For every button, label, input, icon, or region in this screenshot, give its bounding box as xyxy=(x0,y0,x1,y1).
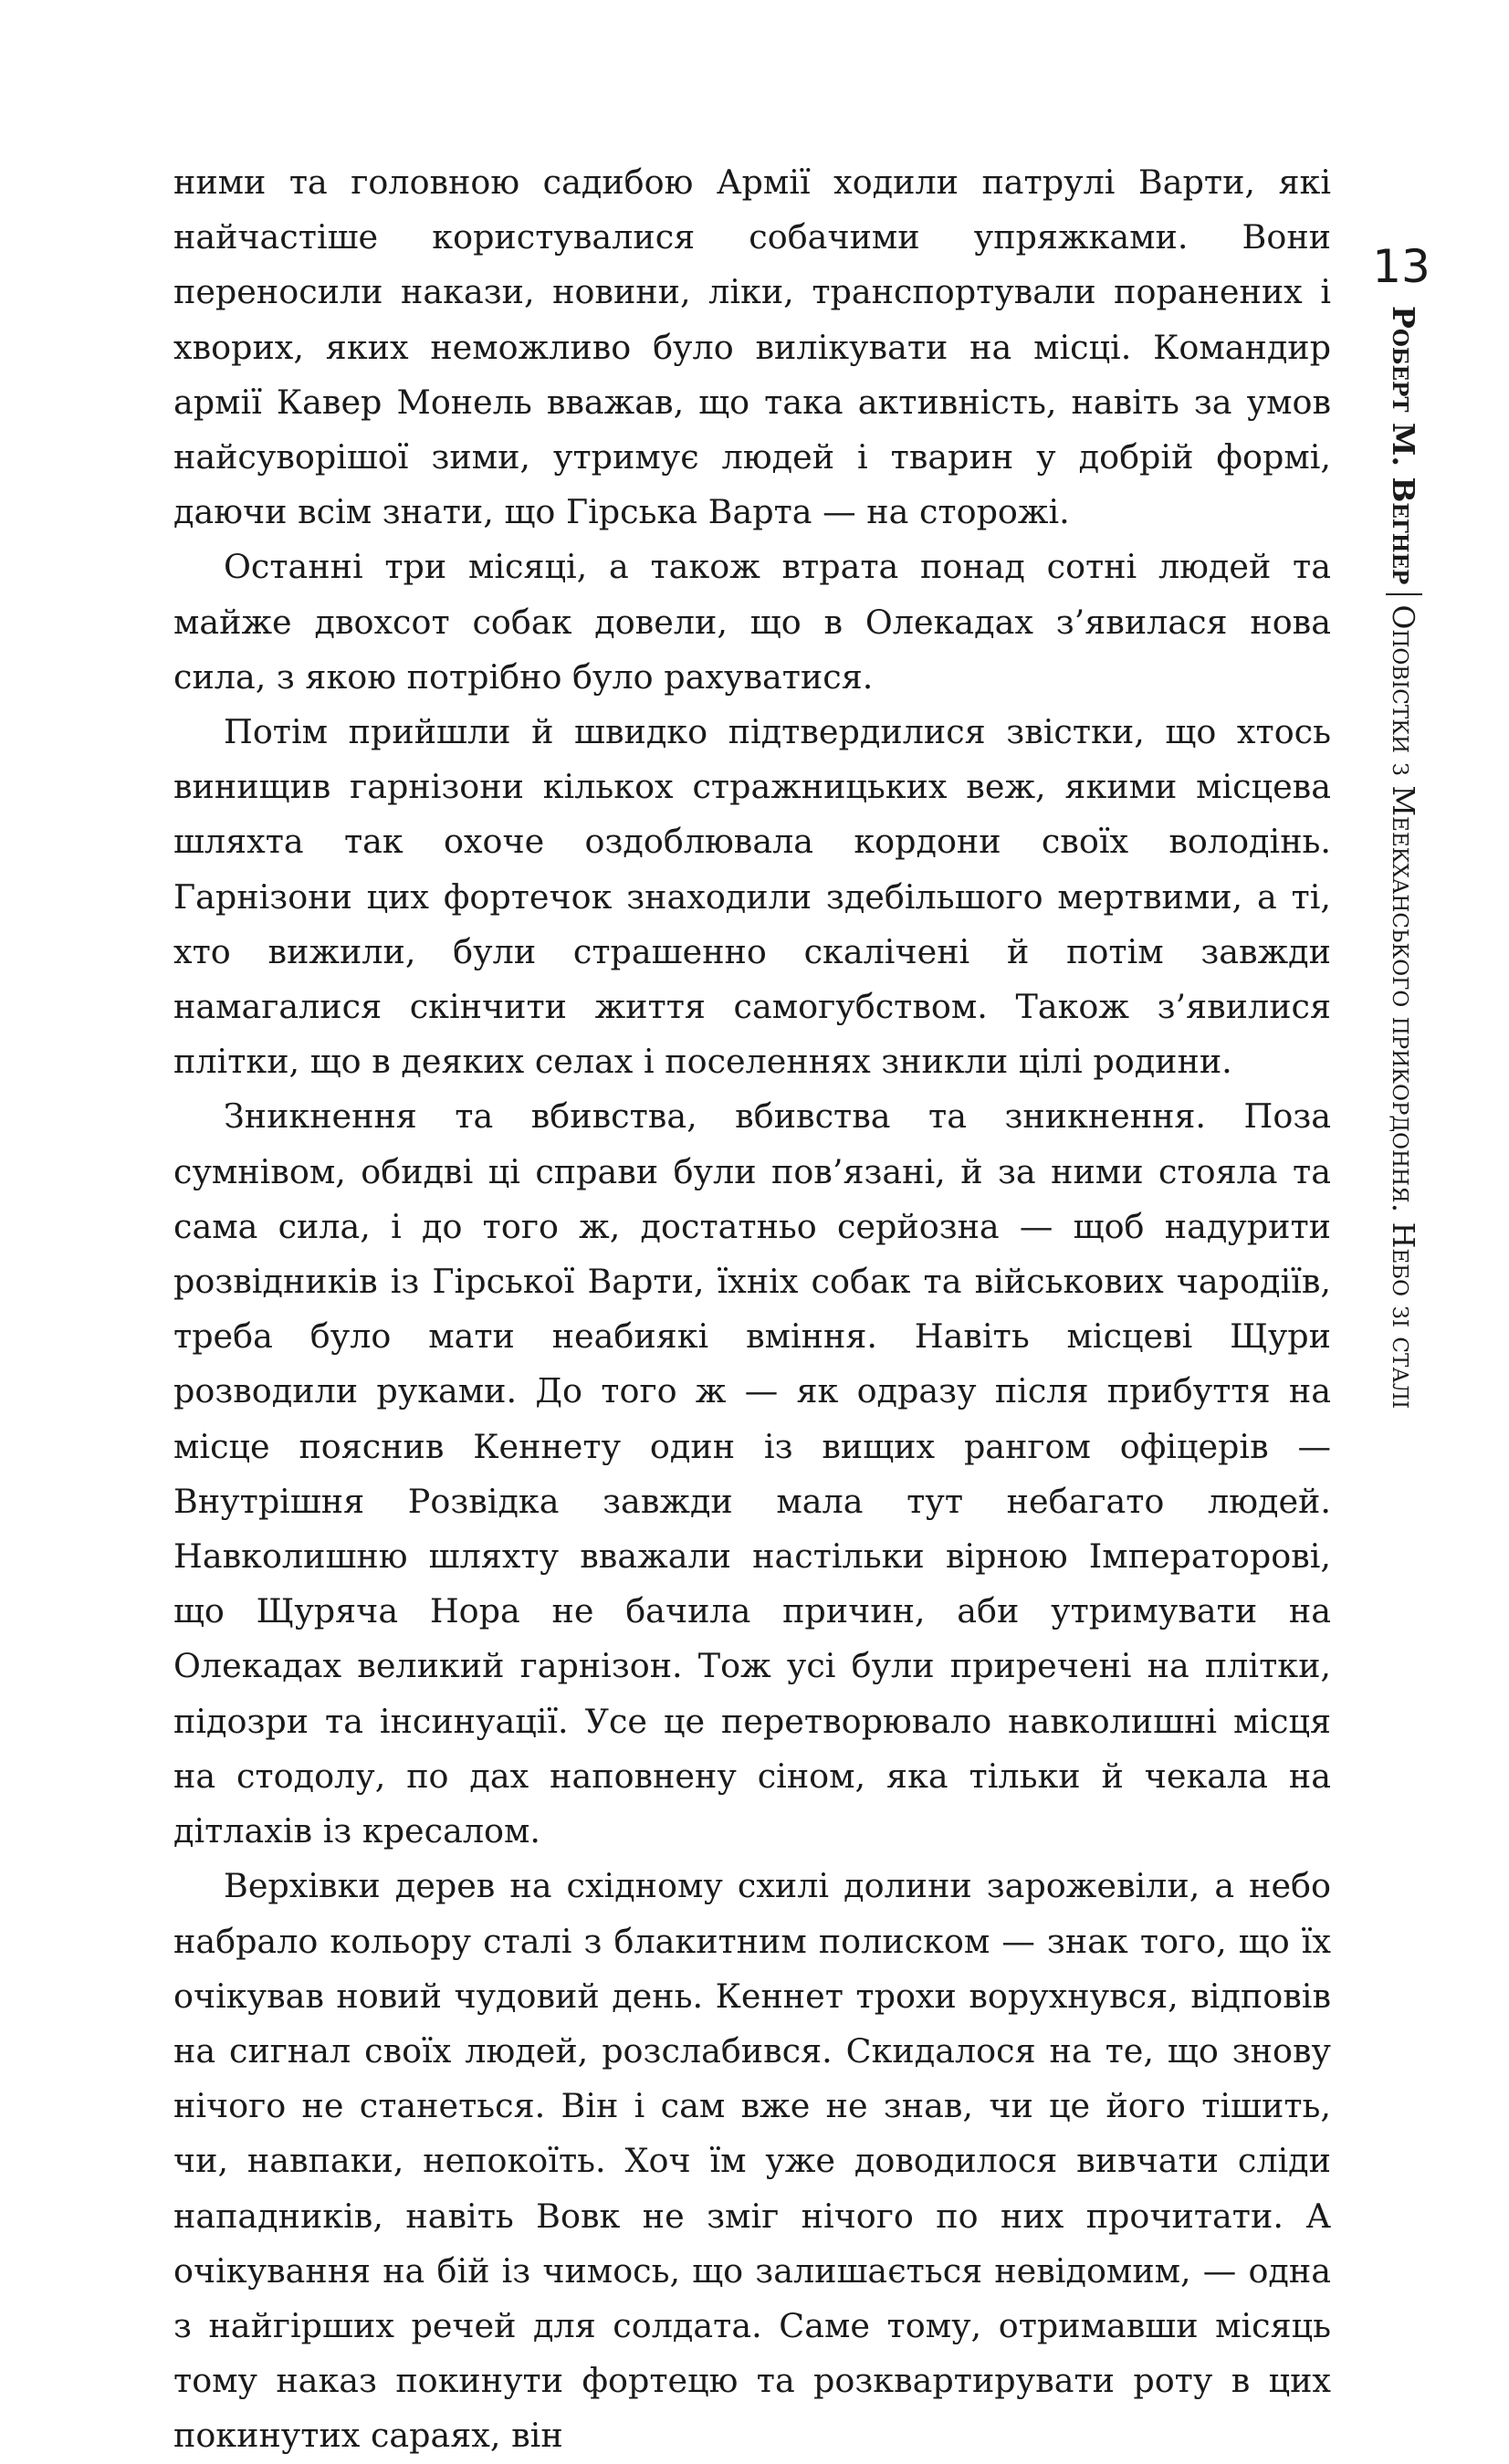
running-head-author: Роберт М. Вегнер xyxy=(1386,306,1422,585)
paragraph-4: Зникнення та вбивства, вбивства та зникнення. Поза сумнівом, обидві ці справи були пов’язані, й за ними стояла та сама сила, і до того ж, достатньо серйозна — щоб надурити розвідників із Гірської Варти, їхніх собак та військових чародіїв, треба було мати неабиякі вміння. Навіть місцеві Щури розводили руками. До того ж — як одразу після прибуття на місце пояснив Кеннету один із вищих рангом офіцерів — Внутрішня Розвідка завжди мала тут небагато людей. Навколишню шляхту вважали настільки вірною Імператорові, що Щуряча Нора не бачила причин, аби утримувати на Олекадах великий гарнізон. Тож усі були приречені на плітки, підозри та інсинуації. Усе це перетворювало навколишні місця на стодолу, по дах наповнену сіном, яка тільки й чекала на дітлахів із кресалом. xyxy=(173,1096,1331,1851)
running-head-title: Оповістки з Меекханського прикордоння. Небо зі сталі xyxy=(1386,604,1422,1410)
paragraph-2: Останні три місяці, а також втрата понад сотні людей та майже двохсот собак довели, що в Олекадах з’явилася нова сила, з якою потрібно було рахуватися. xyxy=(173,547,1331,697)
paragraph-1: ними та головною садибою Армії ходили патрулі Варти, які найчастіше користувалися собачими упряжками. Вони переносили накази, новини, ліки, транспортували поранених і хворих, яких неможливо було вилікувати на місці. Командир армії Кавер Монель вважав, що така активність, навіть за умов найсуворішої зими, утримує людей і тварин у добрій формі, даючи всім знати, що Гірська Варта — на сторожі. xyxy=(173,163,1331,532)
body-text xyxy=(173,155,1331,2464)
page-number: 13 xyxy=(1372,240,1430,293)
running-head xyxy=(1383,306,1425,1438)
paragraph-3: Потім прийшли й швидко підтвердилися звістки, що хтось винищив гарнізони кількох стражницьких веж, якими місцева шляхта так охоче оздоблювала кордони своїх володінь. Гарнізони цих фортечок знаходили здебільшого мертвими, а ті, хто вижили, були страшенно скалічені й потім завжди намагалися скінчити життя самогубством. Також з’явилися плітки, що в деяких селах і поселеннях зникли цілі родини. xyxy=(173,712,1331,1082)
paragraph-5: Верхівки дерев на східному схилі долини зарожевіли, а небо набрало кольору сталі з блакитним полиском — знак того, що їх очікував новий чудовий день. Кеннет трохи ворухнувся, відповів на сигнал своїх людей, розслабився. Скидалося на те, що знову нічого не станеться. Він і сам вже не знав, чи це його тішить, чи, навпаки, непокоїть. Хоч їм уже доводилося вивчати сліди нападників, навіть Вовк не зміг нічого по них прочитати. А очікування на бій із чимось, що залишається невідомим, — одна з найгірших речей для солдата. Саме тому, отримавши місяць тому наказ покинути фортецю та розквартирувати роту в цих покинутих сараях, він xyxy=(173,1866,1331,2456)
running-head-divider xyxy=(1386,593,1422,595)
